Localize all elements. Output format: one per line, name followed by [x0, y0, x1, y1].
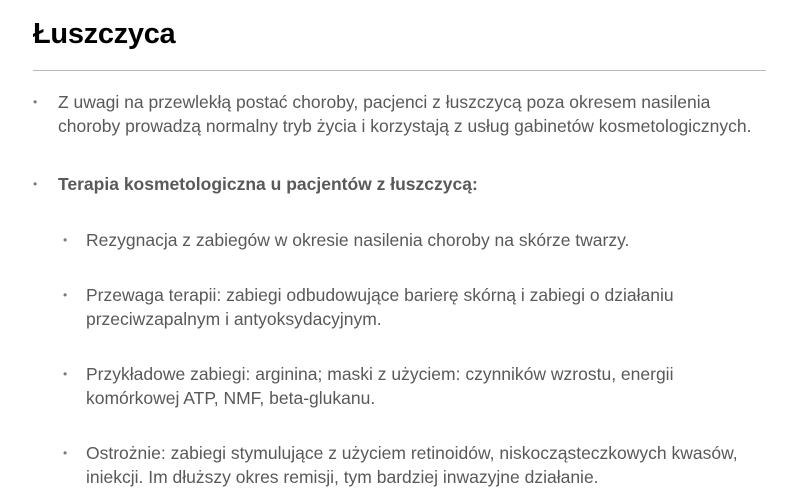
- bullet-dot-icon: •: [33, 177, 38, 191]
- sub-bullet-text: Ostrożnie: zabiegi stymulujące z użyciem retinoidów, niskocząsteczkowych kwasów, iniekcji. Im dłuższy okres remisji, tym bardziej inwazyjne działanie.: [86, 443, 738, 487]
- title-divider: [33, 70, 766, 71]
- bullet-dot-icon: •: [63, 288, 68, 302]
- slide-content: [0, 90, 800, 489]
- bullet-item: [33, 90, 758, 138]
- bullet-heading-text: Terapia kosmetologiczna u pacjentów z łuszczycą:: [58, 174, 478, 194]
- bullet-dot-icon: •: [63, 233, 68, 247]
- sub-bullet-text: Przewaga terapii: zabiegi odbudowujące barierę skórną i zabiegi o działaniu przeciwzapalnym i antyoksydacyjnym.: [86, 285, 674, 329]
- page-title: Łuszczyca: [33, 18, 176, 50]
- sub-bullet-item: [63, 283, 766, 331]
- bullet-item: [33, 172, 758, 196]
- bullet-text: Z uwagi na przewlekłą postać choroby, pacjenci z łuszczycą poza okresem nasilenia choroby prowadzą normalny tryb życia i korzystają z usług gabinetów kosmetologicznych.: [58, 92, 752, 136]
- bullet-dot-icon: •: [63, 446, 68, 460]
- sub-bullet-item: [63, 362, 766, 410]
- sub-bullet-item: [63, 228, 766, 252]
- sub-bullet-text: Przykładowe zabiegi: arginina; maski z użyciem: czynników wzrostu, energii komórkowej ATP, NMF, beta-glukanu.: [86, 364, 674, 408]
- bullet-dot-icon: •: [33, 95, 38, 109]
- sub-bullet-item: [63, 441, 766, 489]
- sub-bullet-text: Rezygnacja z zabiegów w okresie nasilenia choroby na skórze twarzy.: [86, 230, 630, 250]
- bullet-dot-icon: •: [63, 367, 68, 381]
